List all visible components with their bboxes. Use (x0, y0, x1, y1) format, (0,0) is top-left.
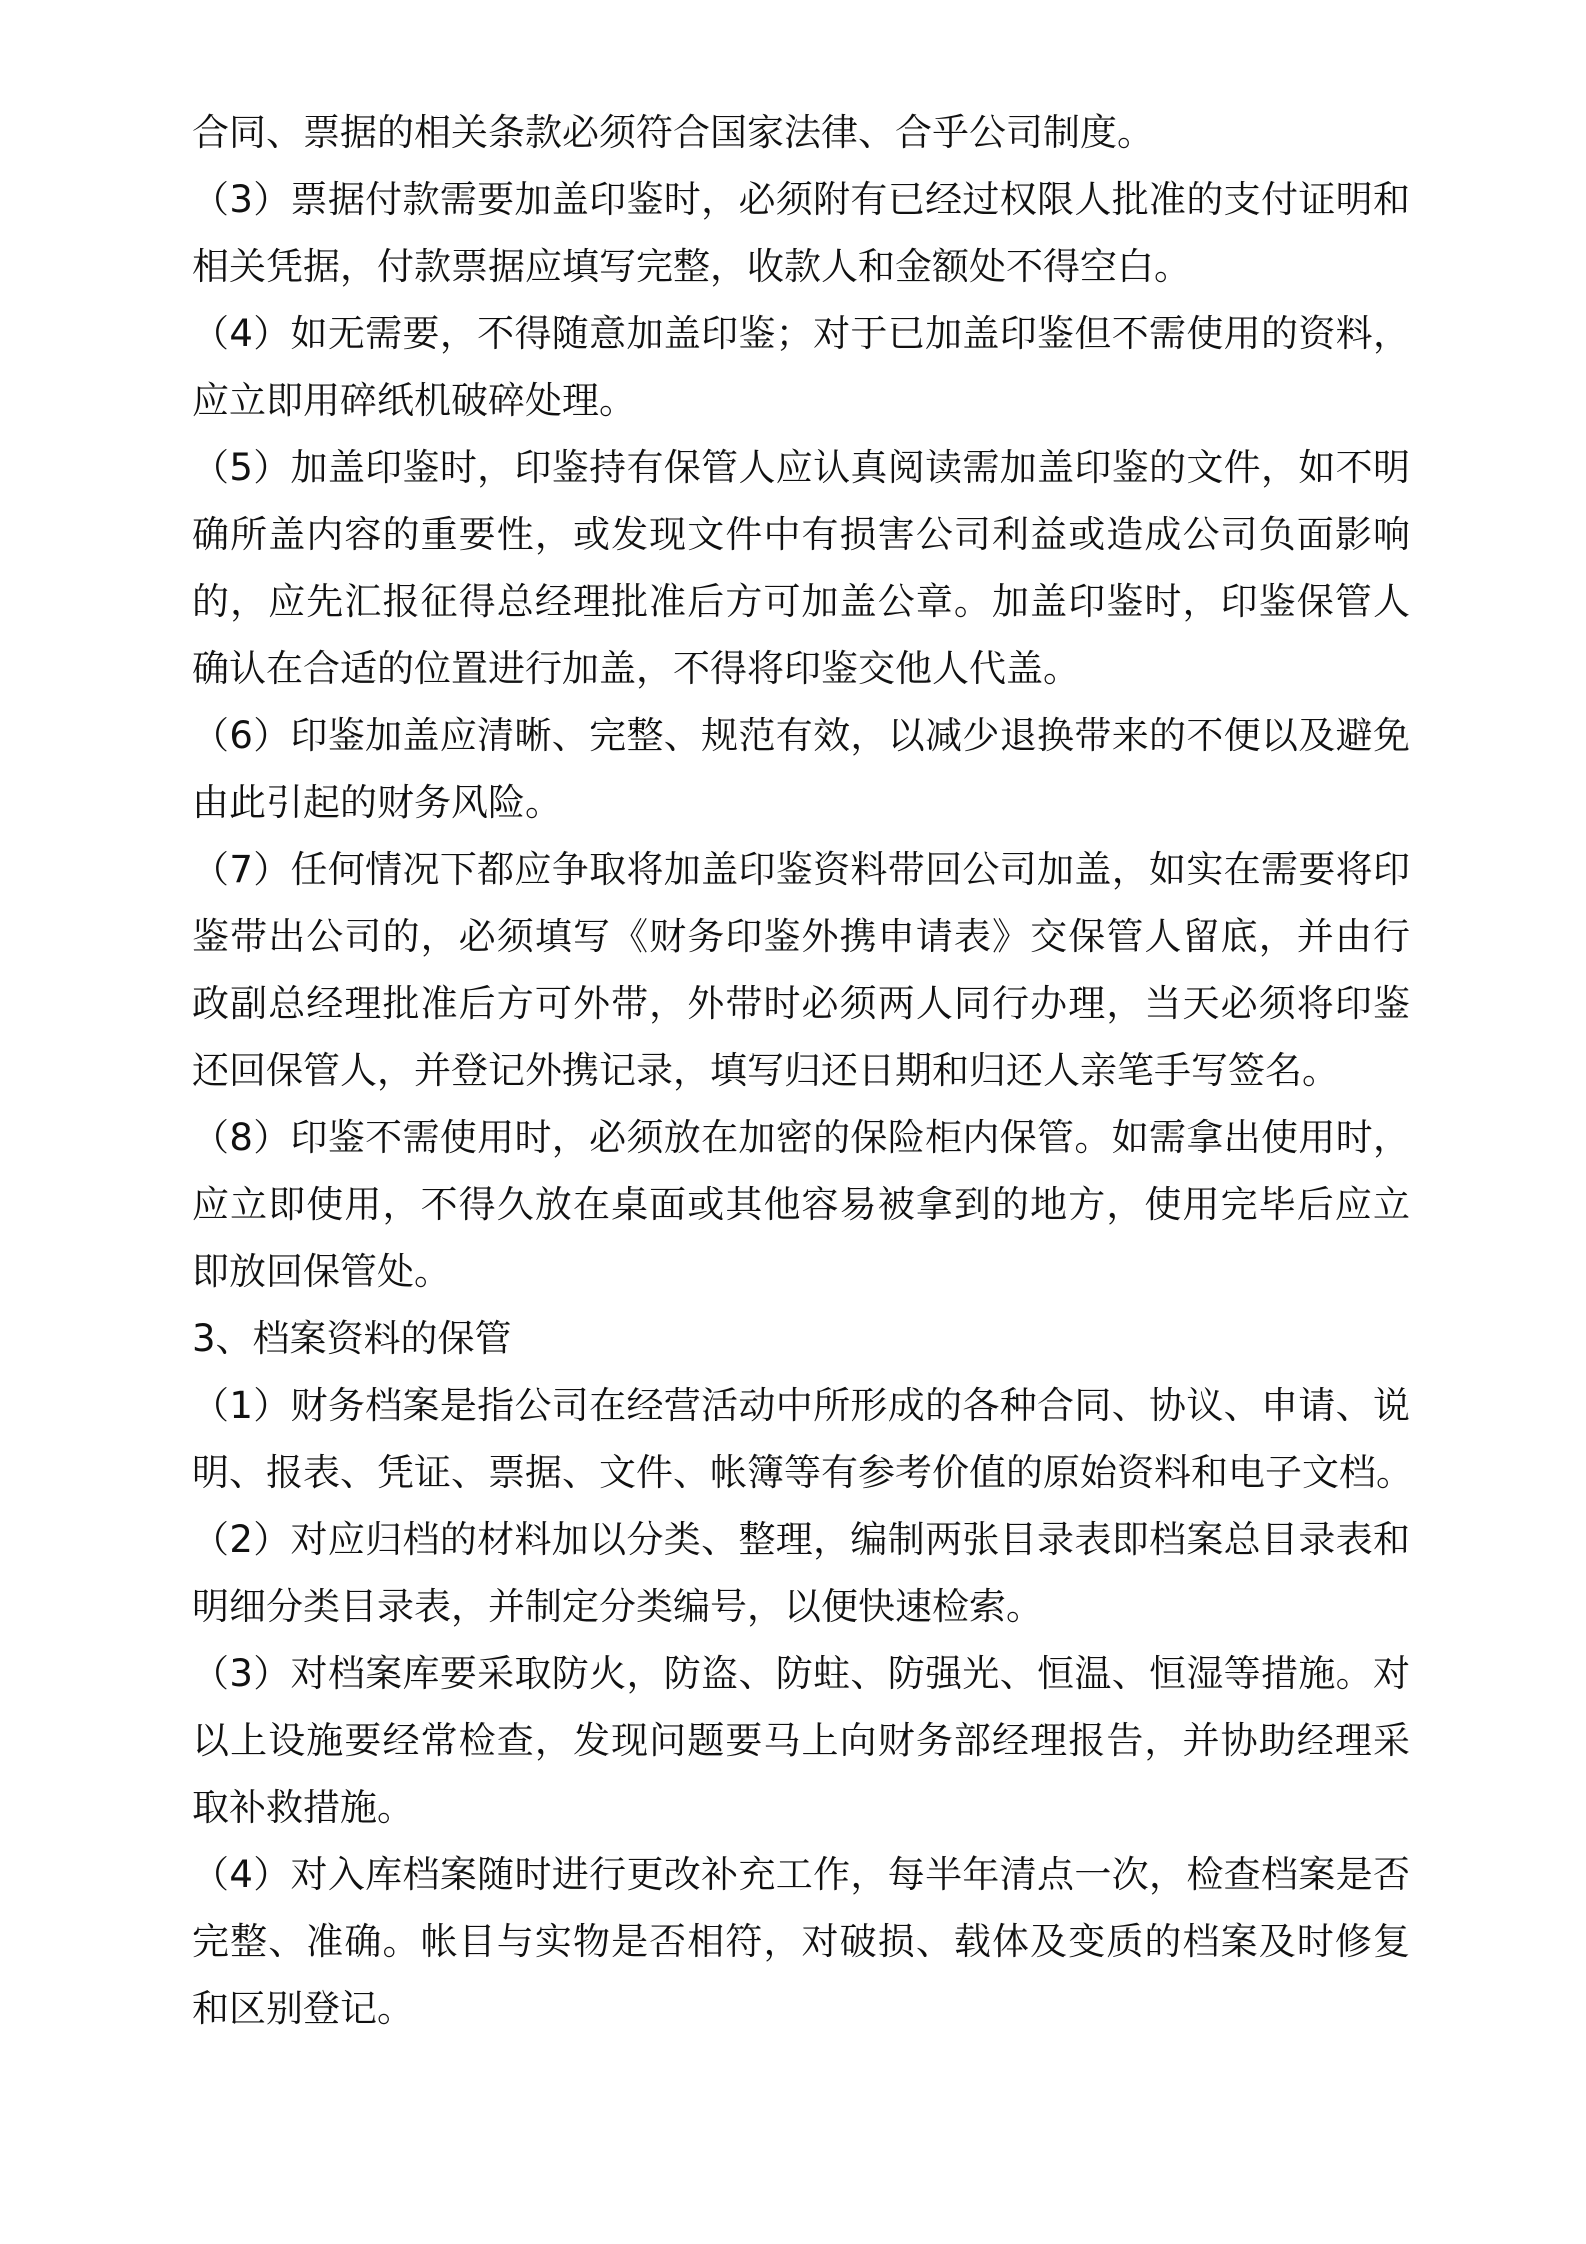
document-body (192, 99, 1413, 2042)
text-line: 合同、票据的相关条款必须符合国家法律、合乎公司制度。 (192, 111, 1154, 154)
text-line: 应立即使用，不得久放在桌面或其他容易被拿到的地方，使用完毕后应立 (192, 1183, 1410, 1226)
text-line: （6）印鉴加盖应清晰、完整、规范有效，以减少退换带来的不便以及避免 (192, 714, 1410, 757)
text-line: 确认在合适的位置进行加盖，不得将印鉴交他人代盖。 (192, 647, 1080, 690)
text-line: （4）对入库档案随时进行更改补充工作，每半年清点一次，检查档案是否 (192, 1853, 1410, 1896)
text-line: 明、报表、凭证、票据、文件、帐簿等有参考价值的原始资料和电子文档。 (192, 1451, 1413, 1494)
text-line: 以上设施要经常检查，发现问题要马上向财务部经理报告，并协助经理采 (192, 1719, 1410, 1762)
text-line: （4）如无需要，不得随意加盖印鉴；对于已加盖印鉴但不需使用的资料， (192, 312, 1410, 355)
text-line: 的，应先汇报征得总经理批准后方可加盖公章。加盖印鉴时，印鉴保管人 (192, 580, 1410, 623)
text-line: 确所盖内容的重要性，或发现文件中有损害公司利益或造成公司负面影响 (192, 513, 1410, 556)
text-line: 相关凭据，付款票据应填写完整，收款人和金额处不得空白。 (192, 245, 1191, 288)
text-line: （5）加盖印鉴时，印鉴持有保管人应认真阅读需加盖印鉴的文件，如不明 (192, 446, 1410, 489)
text-line: （8）印鉴不需使用时，必须放在加密的保险柜内保管。如需拿出使用时， (192, 1116, 1410, 1159)
text-line: （1）财务档案是指公司在经营活动中所形成的各种合同、协议、申请、说 (192, 1384, 1410, 1427)
text-line: 政副总经理批准后方可外带，外带时必须两人同行办理，当天必须将印鉴 (192, 982, 1410, 1025)
text-line: 和区别登记。 (192, 1987, 414, 2030)
text-line: 应立即用碎纸机破碎处理。 (192, 379, 636, 422)
text-line: 即放回保管处。 (192, 1250, 451, 1293)
text-line: 还回保管人，并登记外携记录，填写归还日期和归还人亲笔手写签名。 (192, 1049, 1339, 1092)
text-line: 明细分类目录表，并制定分类编号，以便快速检索。 (192, 1585, 1043, 1628)
text-line: （3）票据付款需要加盖印鉴时，必须附有已经过权限人批准的支付证明和 (192, 178, 1410, 221)
text-line: 鉴带出公司的，必须填写《财务印鉴外携申请表》交保管人留底，并由行 (192, 915, 1410, 958)
text-line: 完整、准确。帐目与实物是否相符，对破损、载体及变质的档案及时修复 (192, 1920, 1410, 1963)
text-line: 取补救措施。 (192, 1786, 414, 1829)
text-line: （2）对应归档的材料加以分类、整理，编制两张目录表即档案总目录表和 (192, 1518, 1410, 1561)
text-line: 由此引起的财务风险。 (192, 781, 562, 824)
text-line: 3、档案资料的保管 (192, 1317, 512, 1360)
text-line: （7）任何情况下都应争取将加盖印鉴资料带回公司加盖，如实在需要将印 (192, 848, 1410, 891)
text-line: （3）对档案库要采取防火，防盗、防蛀、防强光、恒温、恒湿等措施。对 (192, 1652, 1410, 1695)
